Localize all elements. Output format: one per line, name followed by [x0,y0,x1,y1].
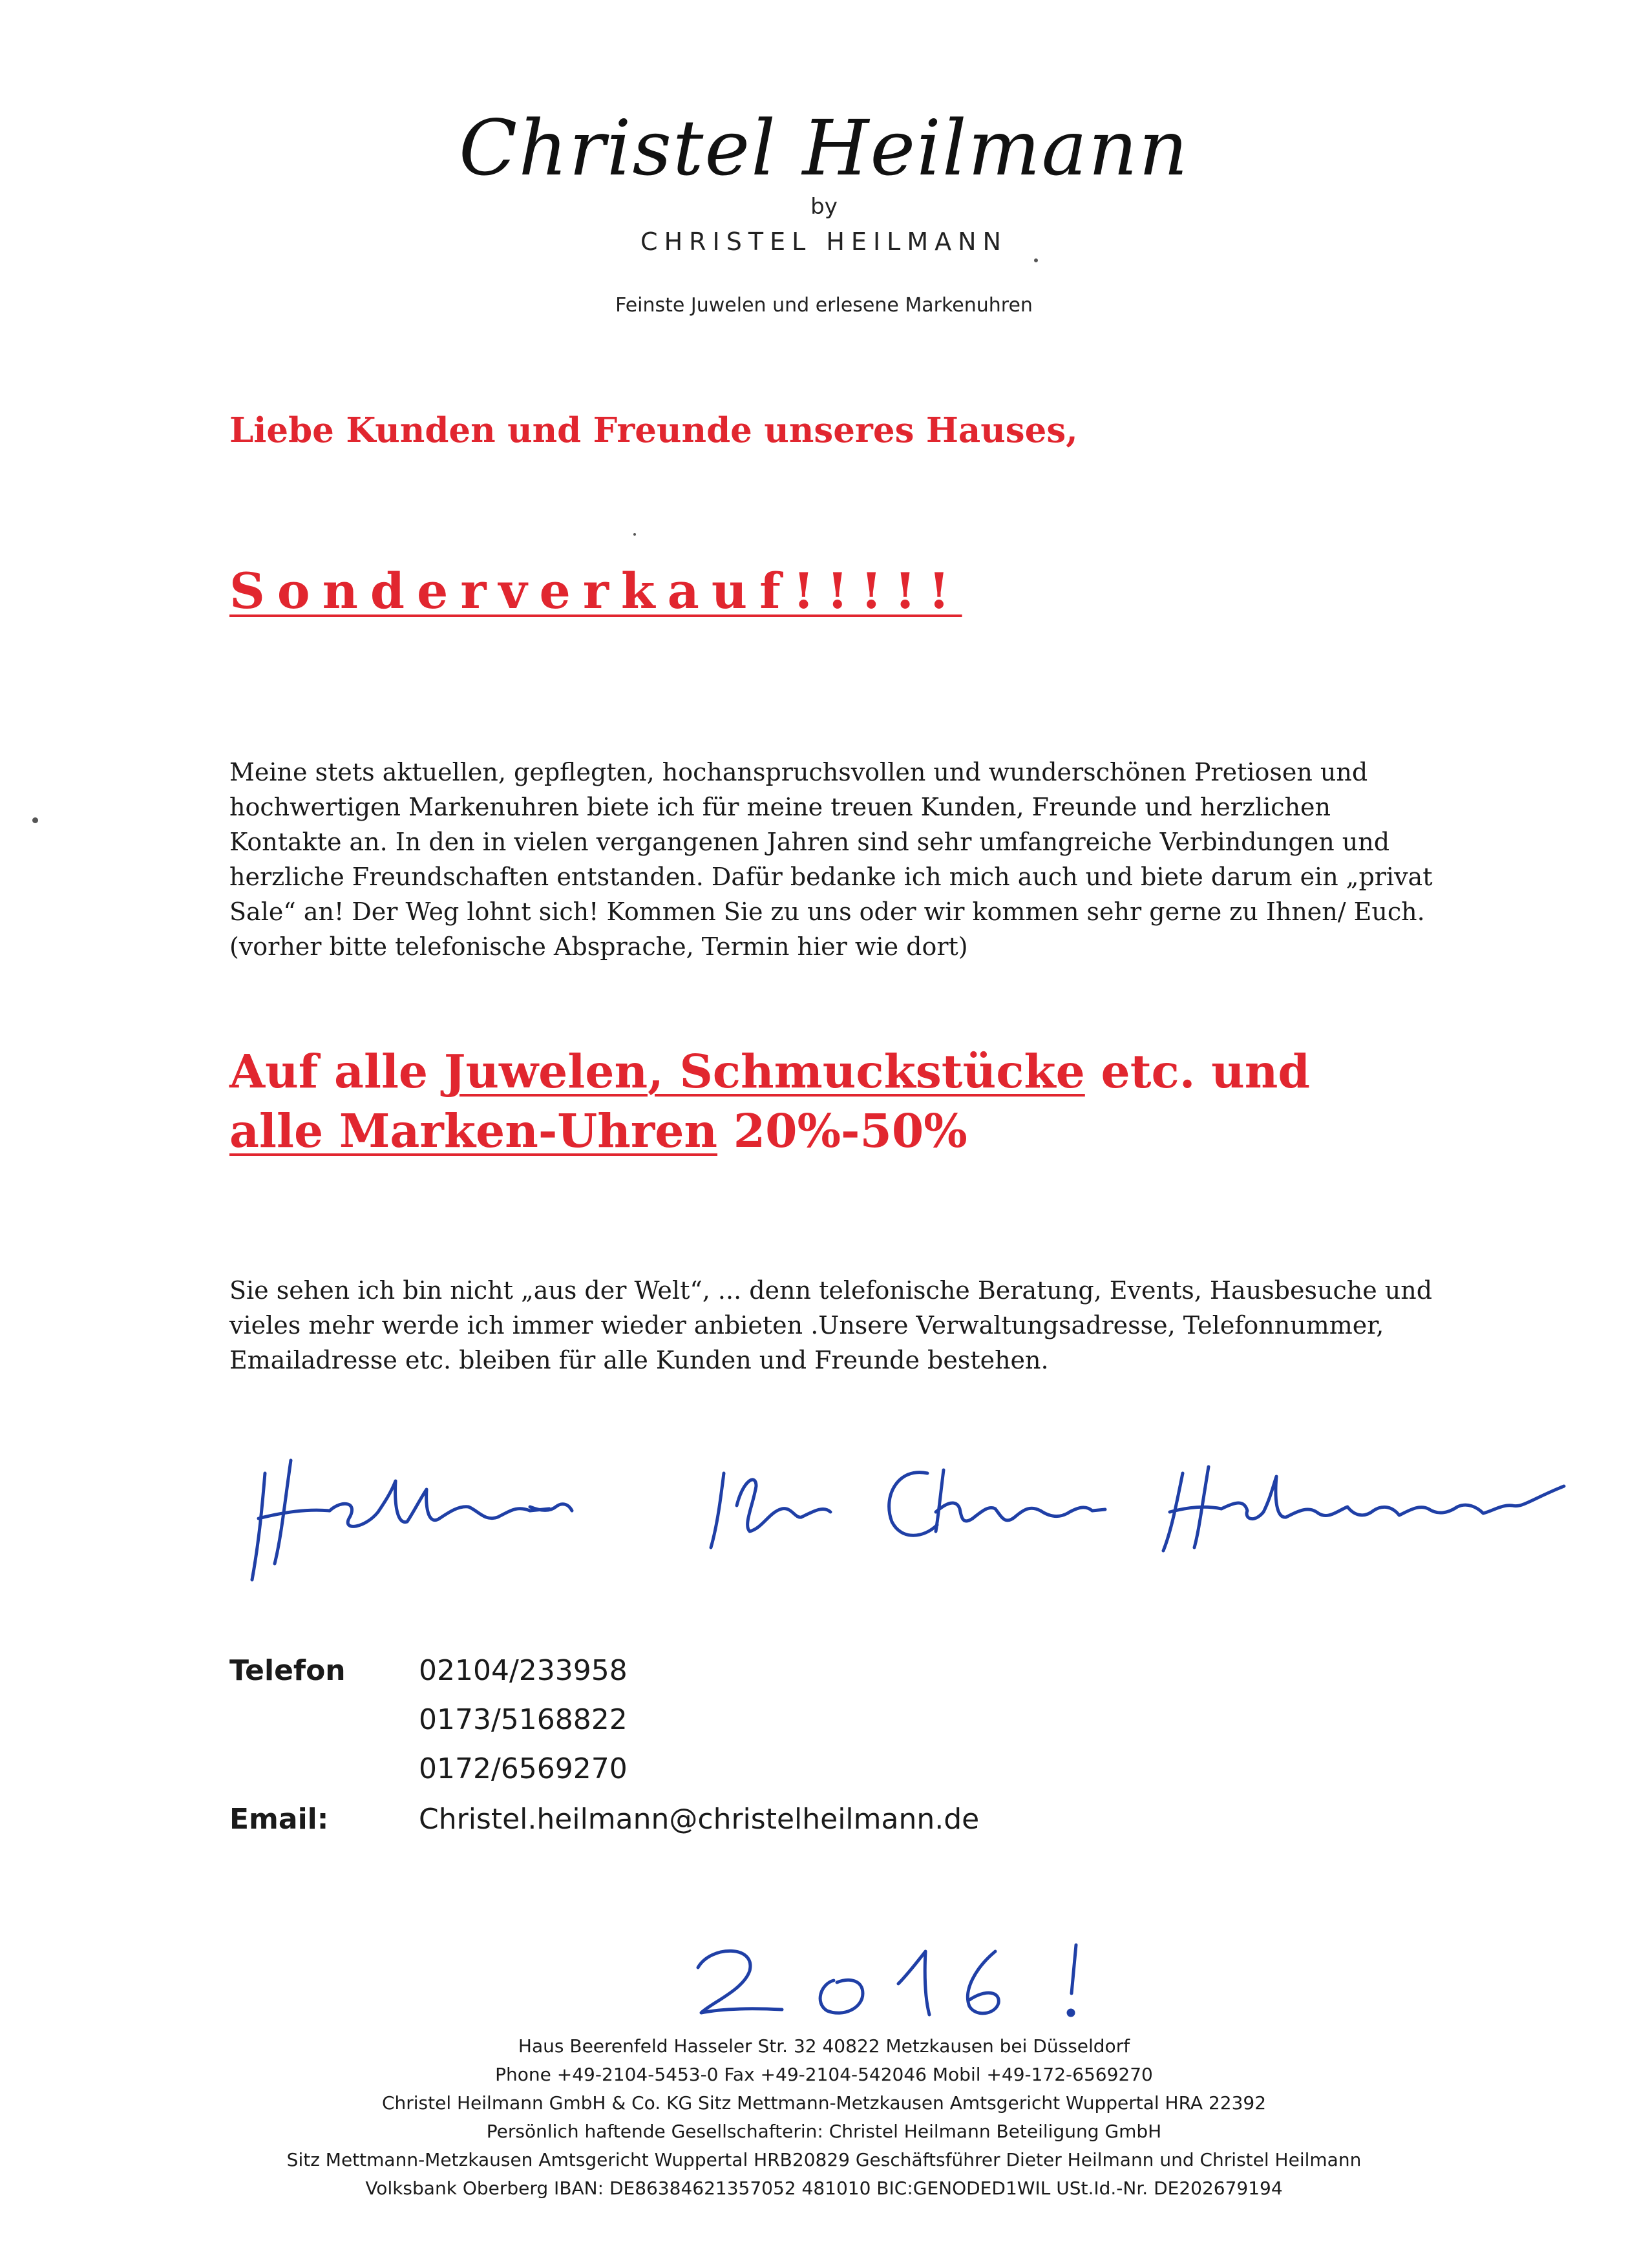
email-label: Email: [229,1803,329,1836]
intro-line: Meine stets aktuellen, gepflegten, hochanspruchsvollen und wunderschönen Pretiosen und [229,758,1368,786]
footer-address: Haus Beerenfeld Hasseler Str. 32 40822 Metzkausen bei Düsseldorf [518,2035,1130,2057]
intro-line: (vorher bitte telefonische Absprache, Termin hier wie dort) [229,932,968,961]
outro-line: Emailadresse etc. bleiben für alle Kunden und Freunde bestehen. [229,1346,1049,1374]
offer-watches: alle Marken-Uhren [229,1104,718,1158]
letterhead-by: by [810,194,838,220]
intro-line: hochwertigen Markenuhren biete ich für meine treuen Kunden, Freunde und herzlichen [229,793,1331,821]
letterhead-logo: Christel Heilmann [459,103,1189,193]
intro-line: Kontakte an. In den in vielen vergangenen Jahren sind sehr umfangreiche Verbindungen und [229,828,1390,856]
sale-headline: Sonderverkauf!!!!! [229,562,962,620]
footer-registry: Sitz Mettmann-Metzkausen Amtsgericht Wuppertal HRB20829 Geschäftsführer Dieter Heilmann und Christel Heilmann [286,2149,1362,2170]
scan-speck [32,817,38,823]
intro-line: Sale“ an! Der Weg lohnt sich! Kommen Sie zu uns oder wir kommen sehr gerne zu Ihnen/ Euch. [229,898,1425,926]
handwritten-year-note [685,1932,1125,2029]
letterhead-name: CHRISTEL HEILMANN [640,227,1008,256]
phone-number-2[interactable]: 0173/5168822 [419,1703,628,1736]
offer-middle: etc. und [1084,1044,1311,1098]
outro-line: Sie sehen ich bin nicht „aus der Welt“, ... denn telefonische Beratung, Events, Hausbesuche und [229,1276,1433,1305]
offer-line-1 [229,1042,1509,1101]
outro-paragraph [229,1273,1496,1378]
scan-speck [633,533,636,536]
handwritten-signature [246,1434,1577,1602]
intro-line: herzliche Freundschaften entstanden. Dafür bedanke ich mich auch und biete darum ein „privat [229,863,1433,891]
footer-phones: Phone +49-2104-5453-0 Fax +49-2104-542046 Mobil +49-172-6569270 [495,2064,1153,2085]
offer-items: Juwelen, Schmuckstücke [443,1044,1085,1098]
scan-speck [1034,258,1038,262]
outro-line: vieles mehr werde ich immer wieder anbieten .Unsere Verwaltungsadresse, Telefonnummer, [229,1311,1384,1339]
phone-number-3[interactable]: 0172/6569270 [419,1752,628,1785]
offer-line-2 [229,1101,1509,1160]
letterhead-tagline: Feinste Juwelen und erlesene Markenuhren [615,294,1033,317]
greeting: Liebe Kunden und Freunde unseres Hauses, [229,410,1078,450]
offer-headline [229,1042,1509,1160]
phone-number-1[interactable]: 02104/233958 [419,1654,628,1687]
footer-partner: Persönlich haftende Gesellschafterin: Christel Heilmann Beteiligung GmbH [486,2121,1162,2142]
footer-company: Christel Heilmann GmbH & Co. KG Sitz Mettmann-Metzkausen Amtsgericht Wuppertal HRA 22392 [381,2092,1267,2114]
intro-paragraph [229,755,1496,964]
footer-bank: Volksbank Oberberg IBAN: DE86384621357052 481010 BIC:GENODED1WIL USt.Id.-Nr. DE202679194 [365,2178,1283,2199]
offer-discount: 20%-50% [717,1104,967,1158]
email-address[interactable]: Christel.heilmann@christelheilmann.de [419,1803,980,1836]
offer-prefix: Auf alle [229,1044,444,1098]
phone-label: Telefon [229,1654,346,1687]
